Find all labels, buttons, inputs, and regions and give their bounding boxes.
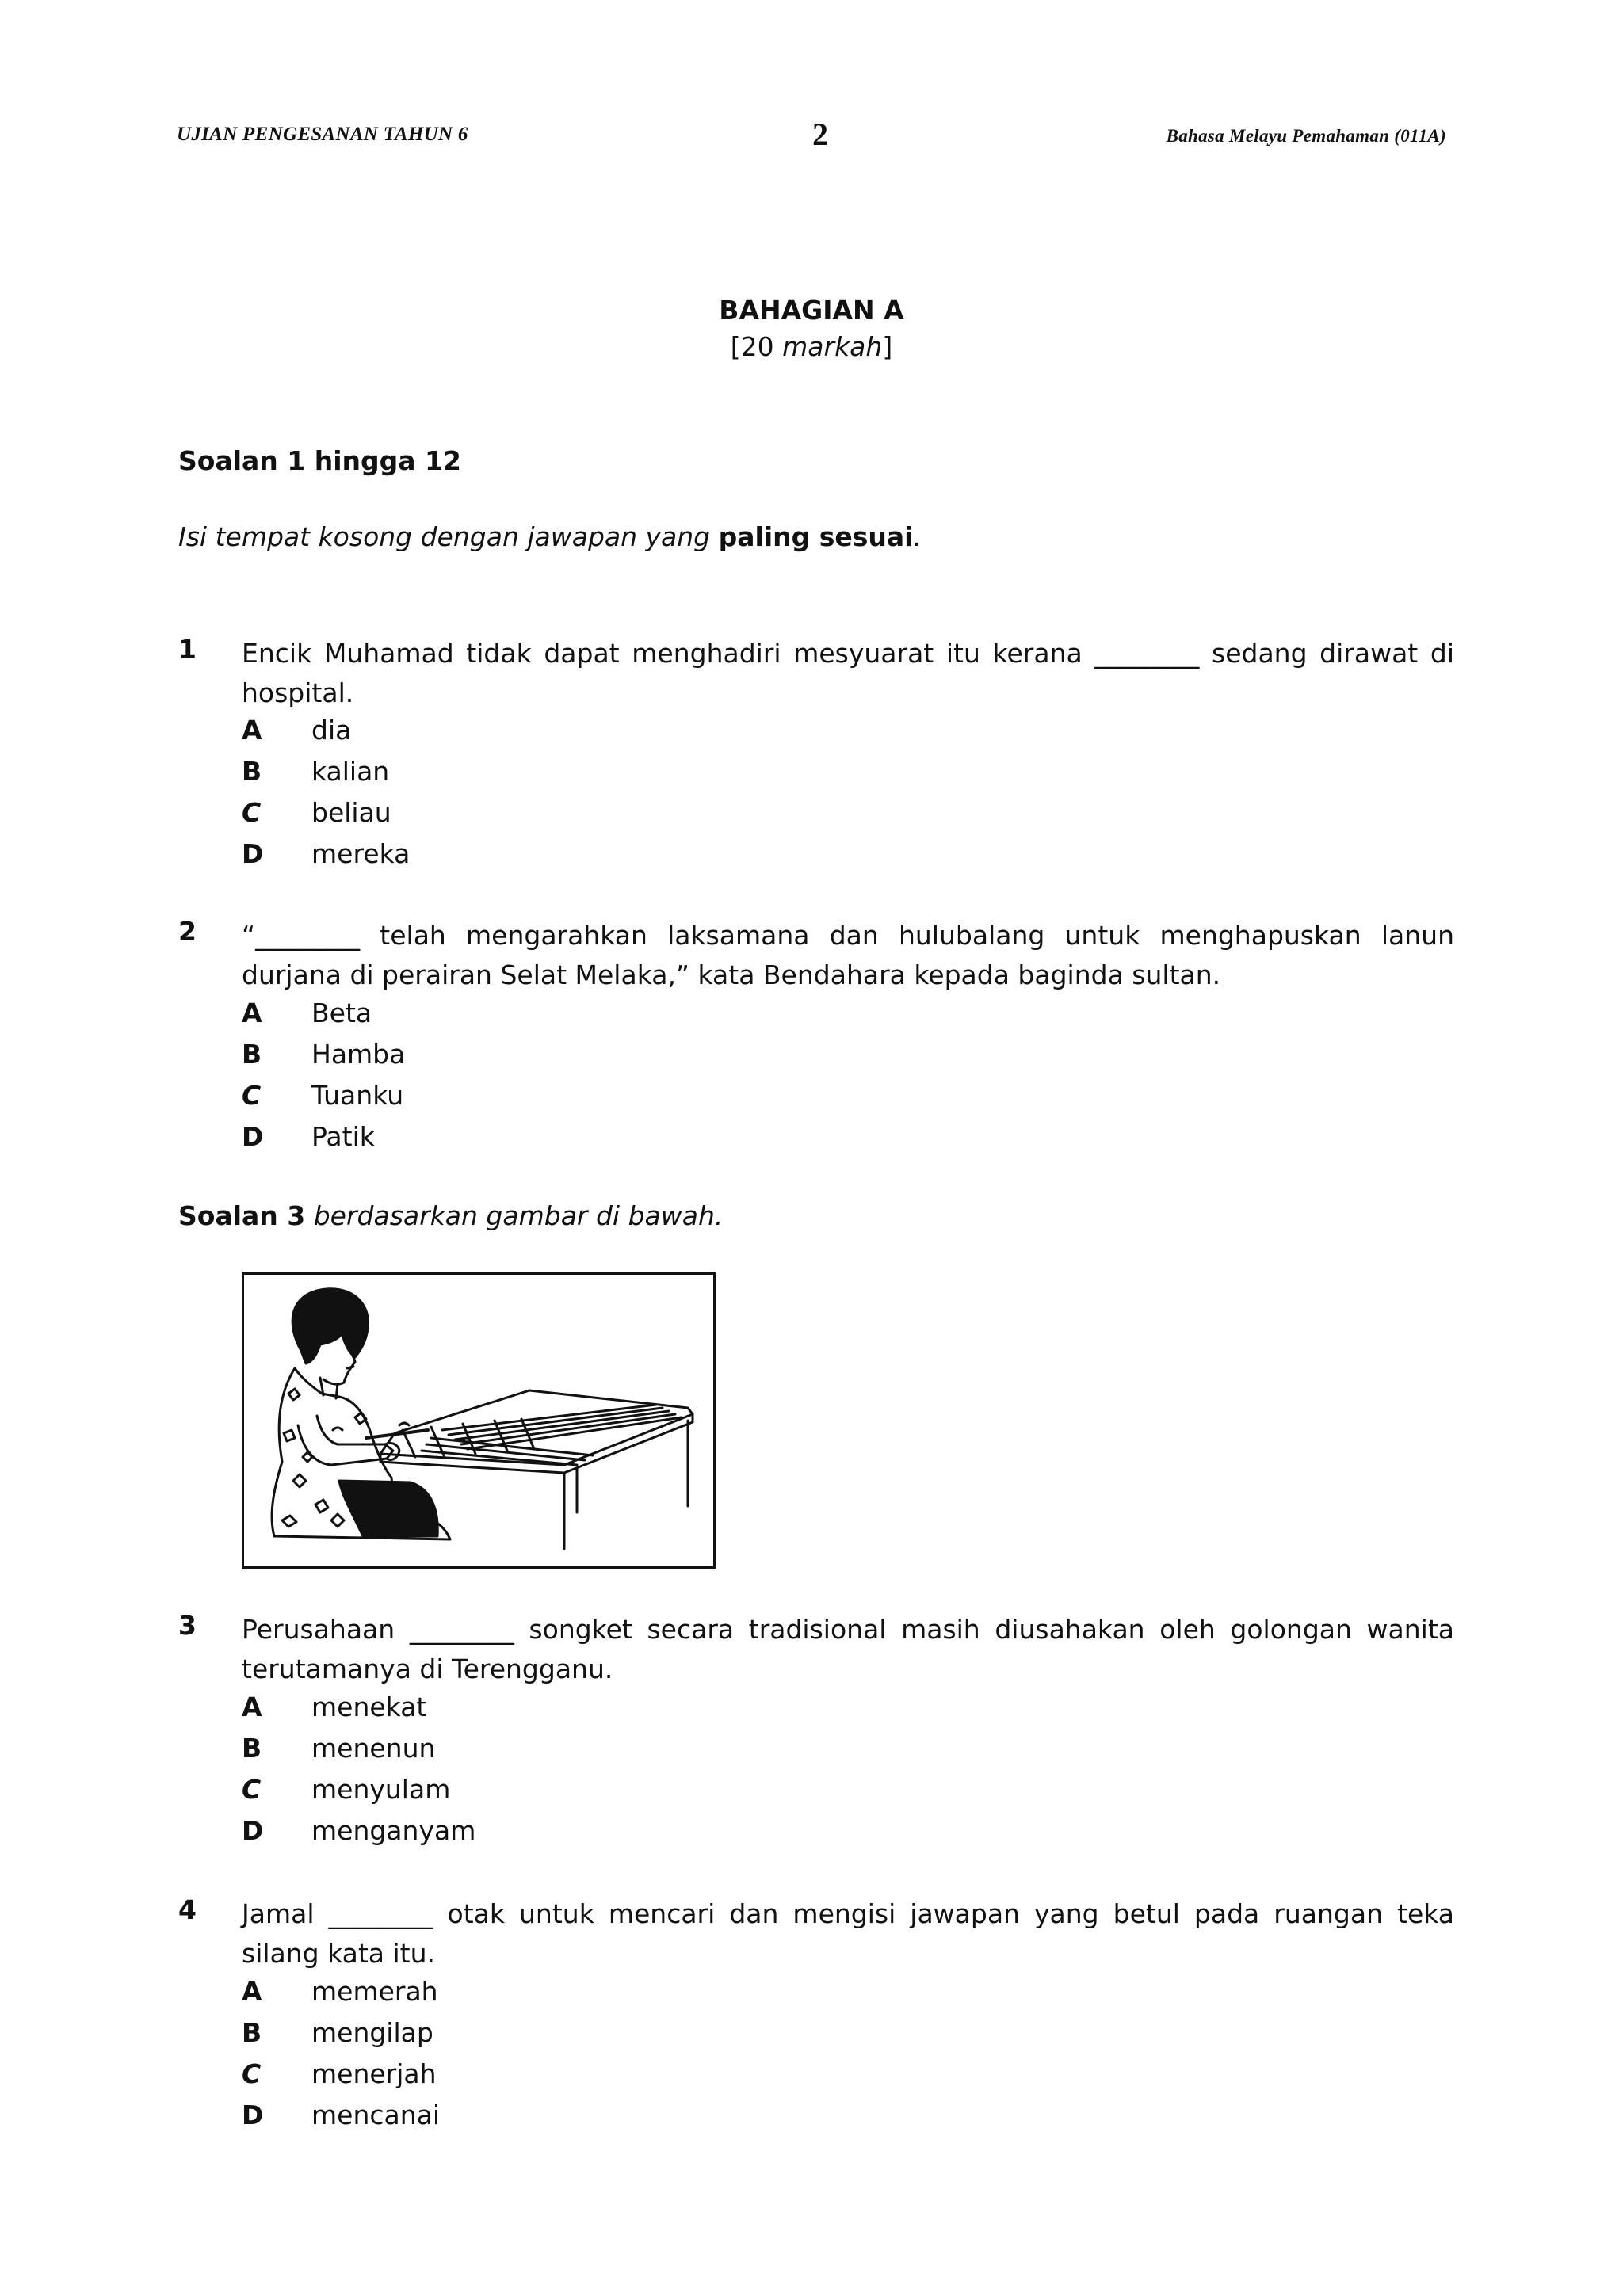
header-exam-title: UJIAN PENGESANAN TAHUN 6: [177, 124, 468, 145]
header-page-number: 2: [812, 116, 828, 152]
question-range-label: Soalan 1 hingga 12: [178, 445, 461, 476]
weaving-woman-illustration-icon: [244, 1275, 713, 1566]
section-marks: [20 markah]: [730, 331, 893, 362]
question-number: 2: [178, 916, 197, 947]
question-number: 3: [178, 1610, 197, 1641]
question-number: 4: [178, 1894, 197, 1925]
section-title: BAHAGIAN A: [719, 295, 904, 326]
question-text: “________ telah mengarahkan laksamana dan hulubalang untuk menghapuskan lanun durjana di perairan Selat Melaka,” kata Bendahara kepada baginda sultan.: [242, 920, 1454, 990]
question-text: Encik Muhamad tidak dapat menghadiri mesyuarat itu kerana ________ sedang dirawat di hospital.: [242, 638, 1454, 708]
question-text: Jamal ________ otak untuk mencari dan mengisi jawapan yang betul pada ruangan teka silang kata itu.: [242, 1898, 1454, 1969]
instruction: Isi tempat kosong dengan jawapan yang paling sesuai.: [178, 521, 922, 552]
question-number: 1: [178, 634, 197, 665]
question-text: Perusahaan ________ songket secara tradisional masih diusahakan oleh golongan wanita terutamanya di Terengganu.: [242, 1614, 1454, 1684]
weaving-illustration: [242, 1272, 716, 1569]
exam-page: UJIAN PENGESANAN TAHUN 6 2 Bahasa Melayu Pemahaman (011A) BAHAGIAN A [20 markah] Soalan 1 hingga 12 Isi tempat kosong dengan jawapan yang paling sesuai. 1 Encik Muhamad tidak dapat menghadiri mesyuarat itu kerana ________ sedang dirawat di hospital. A dia B kalian C beliau D mereka 2 “________ telah mengarahkan laksamana dan hulubalang untuk menghapuskan lanun durjana di perairan Selat Melaka,” kata Bendahara kepada baginda sultan. A Beta B Hamba C Tuanku D Patik Soalan 3 berdasarkan gambar di bawah. 3 Perusahaan ________ songket secara tradisional masih diusahakan oleh golongan wanita terutamanya di Terengganu. A menekat B menenun C menyulam D menganyam 4 Jamal ________ otak untuk mencari dan mengisi jawapan yang betul pada ruangan teka silang kata itu. A memerah B mengilap C menerjah D mencanai: [0, 0, 1623, 2296]
header-subject: Bahasa Melayu Pemahaman (011A): [1166, 126, 1446, 146]
picture-reference: Soalan 3 berdasarkan gambar di bawah.: [178, 1200, 724, 1231]
